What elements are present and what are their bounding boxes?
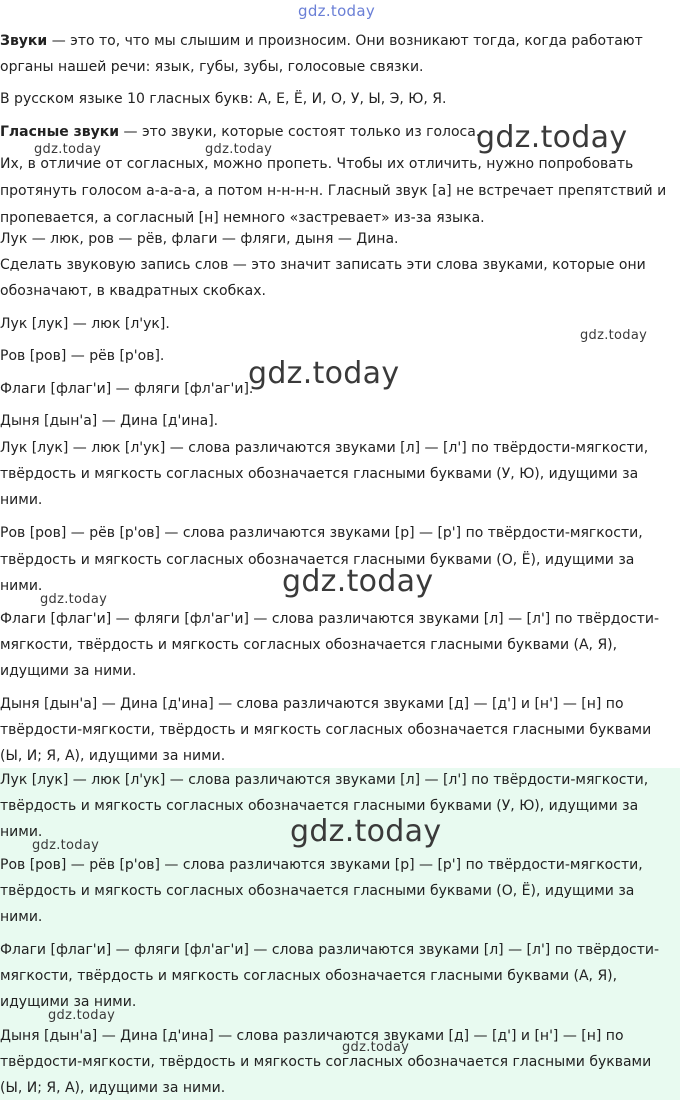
analysis-line: ними.	[0, 578, 43, 594]
watermark: gdz.today	[34, 142, 102, 157]
analysis-line: идущими за ними.	[0, 663, 137, 679]
analysis-line: ними.	[0, 824, 43, 840]
analysis-line: (Ы, И; Я, А), идущими за ними.	[0, 748, 226, 764]
transcription-line: Флаги [флаг'и] — фляги [фл'аг'и].	[0, 381, 254, 397]
analysis-line: Ров [ров] — рёв [р'ов] — слова различаются звуками [р] — [р'] по твёрдости-мягкости,	[0, 525, 643, 541]
analysis-line: (Ы, И; Я, А), идущими за ними.	[0, 1080, 226, 1096]
text-line: протянуть голосом а-а-а-а, а потом н-н-н-н. Гласный звук [а] не встречает препятствий и	[0, 183, 667, 199]
analysis-line: твёрдость и мягкость согласных обозначается гласными буквами (О, Ё), идущими за	[0, 552, 635, 568]
analysis-line: Лук [лук] — люк [л'ук] — слова различаются звуками [л] — [л'] по твёрдости-мягкости,	[0, 772, 649, 788]
analysis-line: твёрдость и мягкость согласных обозначается гласными буквами (У, Ю), идущими за	[0, 466, 639, 482]
text-line: обозначают, в квадратных скобках.	[0, 283, 266, 299]
definition-line: Гласные звуки — это звуки, которые состоят только из голоса.	[0, 124, 481, 140]
definition-line: Звуки — это то, что мы слышим и произносим. Они возникают тогда, когда работают	[0, 33, 643, 49]
term-bold: Звуки	[0, 33, 48, 49]
word-pairs-line: Лук — люк, ров — рёв, флаги — фляги, дыня — Дина.	[0, 231, 399, 247]
watermark: gdz.today	[580, 328, 648, 343]
watermark: gdz.today	[476, 120, 628, 155]
text-line: Их, в отличие от согласных, можно пропеть. Чтобы их отличить, нужно попробовать	[0, 156, 634, 172]
vowel-letters-line: В русском языке 10 гласных букв: А, Е, Ё, И, О, У, Ы, Э, Ю, Я.	[0, 91, 447, 107]
definition-line: органы нашей речи: язык, губы, зубы, голосовые связки.	[0, 59, 424, 75]
analysis-line: мягкости, твёрдость и мягкость согласных обозначается гласными буквами (А, Я),	[0, 637, 618, 653]
text-line: пропевается, а согласный [н] немного «застревает» из-за языка.	[0, 210, 485, 226]
transcription-line: Ров [ров] — рёв [р'ов].	[0, 348, 165, 364]
analysis-line: Дыня [дын'а] — Дина [д'ина] — слова различаются звуками [д] — [д'] и [н'] — [н] по	[0, 1028, 624, 1044]
analysis-line: Флаги [флаг'и] — фляги [фл'аг'и] — слова различаются звуками [л] — [л'] по твёрдости-	[0, 611, 660, 627]
analysis-line: ними.	[0, 909, 43, 925]
watermark: gdz.today	[40, 592, 108, 607]
analysis-line: Лук [лук] — люк [л'ук] — слова различаются звуками [л] — [л'] по твёрдости-мягкости,	[0, 440, 649, 456]
analysis-line: твёрдость и мягкость согласных обозначается гласными буквами (О, Ё), идущими за	[0, 883, 635, 899]
analysis-line: мягкости, твёрдость и мягкость согласных обозначается гласными буквами (А, Я),	[0, 968, 618, 984]
analysis-line: твёрдость и мягкость согласных обозначается гласными буквами (У, Ю), идущими за	[0, 798, 639, 814]
transcription-line: Дыня [дын'а] — Дина [д'ина].	[0, 413, 219, 429]
watermark: gdz.today	[282, 564, 434, 599]
watermark-top: gdz.today	[298, 2, 376, 20]
watermark: gdz.today	[32, 838, 100, 853]
analysis-line: Ров [ров] — рёв [р'ов] — слова различаются звуками [р] — [р'] по твёрдости-мягкости,	[0, 857, 643, 873]
analysis-line: идущими за ними.	[0, 994, 137, 1010]
analysis-line: Дыня [дын'а] — Дина [д'ина] — слова различаются звуками [д] — [д'] и [н'] — [н] по	[0, 696, 624, 712]
transcription-line: Лук [лук] — люк [л'ук].	[0, 316, 170, 332]
analysis-line: Флаги [флаг'и] — фляги [фл'аг'и] — слова различаются звуками [л] — [л'] по твёрдости-	[0, 942, 660, 958]
watermark: gdz.today	[205, 142, 273, 157]
watermark: gdz.today	[48, 1008, 116, 1023]
watermark: gdz.today	[248, 356, 400, 391]
text-line: Сделать звуковую запись слов — это значит записать эти слова звуками, которые они	[0, 257, 646, 273]
watermark: gdz.today	[342, 1040, 410, 1055]
analysis-line: твёрдости-мягкости, твёрдость и мягкость согласных обозначается гласными буквами	[0, 722, 652, 738]
term-bold: Гласные звуки	[0, 124, 120, 140]
analysis-line: ними.	[0, 492, 43, 508]
watermark: gdz.today	[290, 814, 442, 849]
analysis-line: твёрдости-мягкости, твёрдость и мягкость согласных обозначается гласными буквами	[0, 1054, 652, 1070]
